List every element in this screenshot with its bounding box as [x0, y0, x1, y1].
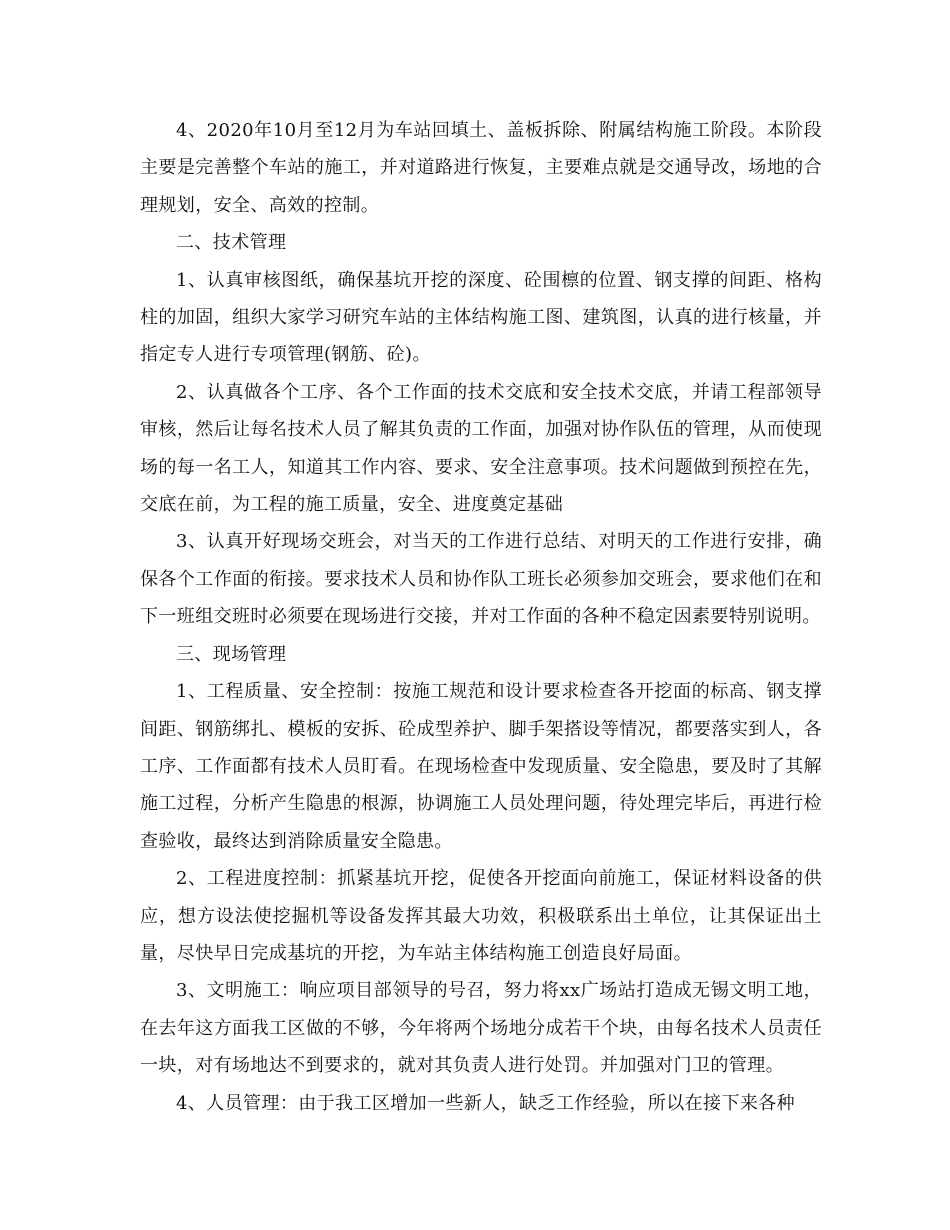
paragraph-site-4: 4、人员管理：由于我工区增加一些新人，缺乏工作经验，所以在接下来各种: [176, 1092, 796, 1114]
section-heading-site-management: 三、现场管理: [176, 643, 287, 665]
paragraph-tech-2: 2、认真做各个工序、各个工作面的技术交底和安全技术交底，并请工程部领导审核，然后让每名技术人员了解其负责的工作面，加强对协作队伍的管理，从而使现场的每一名工人，知道其工作内容、要求、安全注意事项。技术问题做到预控在先，交底在前，为工程的施工质量，安全、进度奠定基础: [140, 381, 822, 516]
paragraph-site-2: 2、工程进度控制：抓紧基坑开挖，促使各开挖面向前施工，保证材料设备的供应，想方设法使挖掘机等设备发挥其最大功效，积极联系出土单位，让其保证出土量，尽快早日完成基坑的开挖，为车站主体结构施工创造良好局面。: [140, 868, 822, 964]
paragraph-site-3: 3、文明施工：响应项目部领导的号召，努力将xx广场站打造成无锡文明工地，在去年这方面我工区做的不够，今年将两个场地分成若干个块，由每名技术人员责任一块，对有场地达不到要求的，就对其负责人进行处罚。并加强对门卫的管理。: [140, 980, 822, 1077]
document-page: [140, 112, 822, 1122]
paragraph-tech-3: 3、认真开好现场交班会，对当天的工作进行总结、对明天的工作进行安排，确保各个工作面的衔接。要求技术人员和协作队工班长必须参加交班会，要求他们在和下一班组交班时必须要在现场进行交接，并对工作面的各种不稳定因素要特别说明。: [140, 531, 822, 628]
paragraph-site-1: 1、工程质量、安全控制：按施工规范和设计要求检查各开挖面的标高、钢支撑间距、钢筋绑扎、模板的安拆、砼成型养护、脚手架搭设等情况，都要落实到人，各工序、工作面都有技术人员盯看。在现场检查中发现质量、安全隐患，要及时了其解施工过程，分析产生隐患的根源，协调施工人员处理问题，待处理完毕后，再进行检查验收，最终达到消除质量安全隐患。: [140, 681, 822, 852]
paragraph-stage-4: 4、2020年10月至12月为车站回填土、盖板拆除、附属结构施工阶段。本阶段主要是完善整个车站的施工，并对道路进行恢复，主要难点就是交通导改，场地的合理规划，安全、高效的控制。: [140, 120, 822, 216]
paragraph-tech-1: 1、认真审核图纸，确保基坑开挖的深度、砼围檩的位置、钢支撑的间距、格构柱的加固，组织大家学习研究车站的主体结构施工图、建筑图，认真的进行核量，并指定专人进行专项管理(钢筋、砼)。: [140, 269, 822, 366]
section-heading-technical-management: 二、技术管理: [176, 232, 287, 254]
